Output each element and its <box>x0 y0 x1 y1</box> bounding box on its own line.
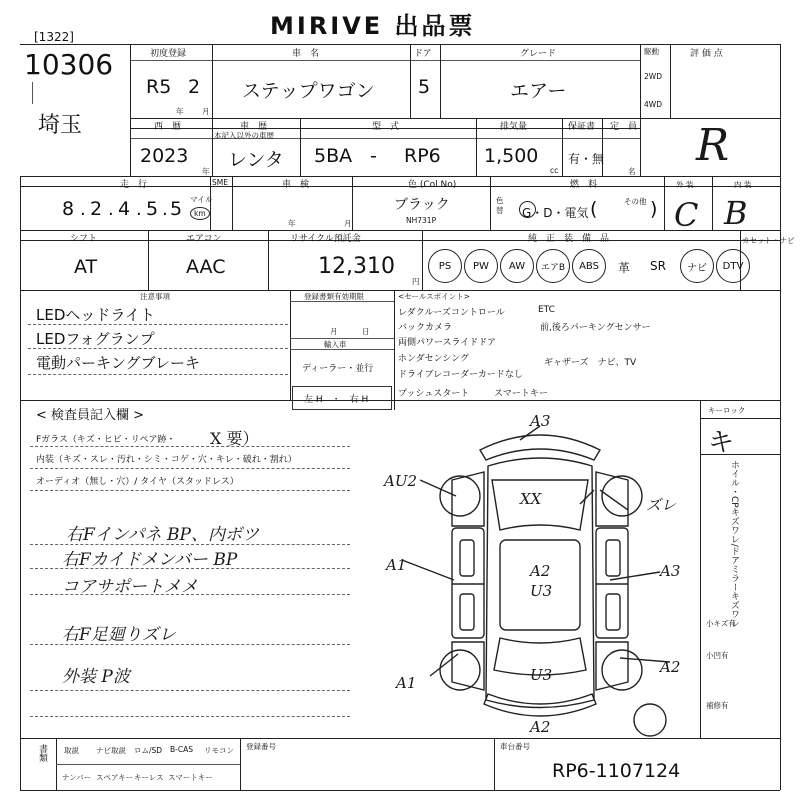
inspector-divider <box>30 490 350 491</box>
recycle-label: リサイクル預託金 <box>290 234 361 244</box>
grid-line <box>232 176 233 230</box>
reg-number-label: 登録番号 <box>246 742 276 751</box>
score-value: R <box>696 120 730 171</box>
month-unit: 月 <box>202 107 210 116</box>
diagram-mark: AU2 <box>384 472 418 490</box>
diagram-mark: A1 <box>386 556 407 574</box>
diagram-mark: A3 <box>660 562 681 580</box>
doc-item: スマートキー <box>168 773 213 782</box>
exterior-label: 外 装 <box>676 180 694 189</box>
mileage-digit: 4 <box>118 198 131 220</box>
doc-item: 取説 <box>64 746 79 755</box>
grid-line <box>212 44 213 176</box>
sales-line: レダクルーズコントロール <box>398 308 505 318</box>
exterior-value: C <box>674 196 699 234</box>
note-divider <box>28 374 288 375</box>
mileage-unit-km: km <box>190 207 210 220</box>
grid-line <box>700 400 701 738</box>
grid-line <box>130 138 640 139</box>
inspector-divider <box>30 690 350 691</box>
docs-label: 書類 <box>37 744 47 762</box>
prefecture: 埼玉 <box>38 113 83 138</box>
chassis-label: 車台番号 <box>500 742 530 751</box>
first-reg-era: R5 <box>146 76 172 98</box>
note-item: LEDヘッドライト <box>36 306 155 324</box>
mileage-digit: 5 <box>170 198 183 220</box>
equip-navi: ナビ <box>680 249 714 283</box>
grid-line <box>562 118 563 176</box>
doors-value: 5 <box>418 76 431 98</box>
warranty-value: 有・無 <box>568 152 605 166</box>
grid-line <box>148 230 149 290</box>
digit-separator: · <box>80 204 86 225</box>
diagram-mark: A2 <box>530 718 551 736</box>
car-name: ステップワゴン <box>242 80 375 102</box>
sales-line: ホンダセンシング <box>398 354 470 364</box>
ac-value: AAC <box>186 256 226 278</box>
reg-day-unit: 日 <box>362 327 370 336</box>
doc-item: ナンバー <box>62 773 92 782</box>
car-name-label: 車 名 <box>292 49 320 59</box>
mileage-digit: 8 <box>62 198 75 220</box>
color-label: 色 (Col.No) <box>408 180 457 190</box>
interior-value: B <box>724 194 748 232</box>
inspection-year-unit: 年 <box>288 219 296 228</box>
interior-line: 内装（キズ・スレ・汚れ・シミ・コゲ・穴・キレ・破れ・割れ） <box>36 455 297 465</box>
equip-abs: ABS <box>572 249 606 283</box>
interior-label: 内 装 <box>734 180 752 189</box>
car-diagram <box>380 410 700 738</box>
sales-line: ETC <box>538 305 555 315</box>
drive-4wd: 4WD <box>644 100 662 109</box>
sales-points-label: <セールスポイント> <box>398 292 470 301</box>
color-code: NH731P <box>406 216 437 225</box>
inspection-month-unit: 月 <box>344 219 352 228</box>
western-year-unit: 年 <box>202 167 210 176</box>
equip-ps: PS <box>428 249 462 283</box>
side-note: 小キズ有 <box>706 619 736 628</box>
grid-line <box>670 44 671 118</box>
glass-mark: X 要） <box>210 429 259 448</box>
diagram-mark: A2 <box>660 658 681 676</box>
dealer-option: ディーラー・並行 <box>302 364 374 374</box>
grid-line <box>56 764 240 765</box>
doors-label: ドア <box>414 49 432 59</box>
displacement-label: 排気量 <box>500 122 528 132</box>
sales-line: バックカメラ <box>398 323 453 333</box>
doc-item: スペアキー <box>96 773 134 782</box>
grid-line <box>352 176 353 230</box>
fuel-other: その他 <box>624 197 647 206</box>
grid-line <box>410 44 411 118</box>
sales-line: 前,後ろパーキングセンサー <box>540 323 651 333</box>
grid-line <box>130 60 640 61</box>
equip-airbag: エアB <box>536 249 570 283</box>
grid-line <box>20 738 780 739</box>
handwritten-note: 右Fカイドメンバー BP <box>62 550 238 570</box>
usage-value: レンタ <box>228 149 284 171</box>
diagram-mark: ズレ <box>646 496 677 514</box>
yen-unit: 円 <box>412 277 420 286</box>
chassis-number: RP6-1107124 <box>552 760 681 782</box>
grid-line <box>494 738 495 790</box>
color-value: ブラック <box>394 197 450 213</box>
model-label: 型 式 <box>372 122 400 132</box>
diagram-mark: A3 <box>530 412 551 430</box>
doc-item: リモコン <box>204 746 234 755</box>
handwritten-note: 右F足廻りズレ <box>62 625 176 645</box>
model-code: RP6 <box>404 145 441 167</box>
grid-line <box>20 230 780 231</box>
note-divider <box>28 348 288 349</box>
grid-line <box>300 118 301 176</box>
equip-sunroof: SR <box>650 259 666 273</box>
mileage-digit: 5 <box>146 198 159 220</box>
grid-line <box>20 400 780 401</box>
doc-item: ロム/SD <box>134 746 163 755</box>
side-note-vertical: ホイル・CPキズワレ/ドアミラーキズワレ <box>729 460 739 628</box>
model-prefix: 5BA <box>314 145 353 167</box>
grid-line <box>700 418 780 419</box>
grid-line <box>20 240 780 241</box>
diagram-mark: U3 <box>530 582 553 600</box>
document-title: MIRIVE 出品票 <box>270 12 476 40</box>
inspection-label: 車 検 <box>282 180 310 190</box>
inspector-divider <box>30 644 350 645</box>
drive-2wd: 2WD <box>644 72 662 81</box>
sales-line: プッシュスタート <box>398 389 470 399</box>
equip-leather: 革 <box>618 261 631 275</box>
cassette-label: カセット・ナビ <box>742 236 795 245</box>
handwritten-note: 外装 P波 <box>62 667 130 687</box>
sales-line: ギャザーズ ナビ、TV <box>544 358 637 368</box>
grid-line <box>664 176 665 230</box>
model-dash: - <box>370 145 377 167</box>
grid-line <box>268 230 269 290</box>
keylock-value: キ <box>708 428 735 458</box>
glass-line: Fガラス（キズ・ヒビ・リペア跡・ <box>36 435 176 445</box>
equip-pw: PW <box>464 249 498 283</box>
grid-line <box>240 738 241 790</box>
grid-line <box>290 301 394 302</box>
inspector-divider <box>30 594 350 595</box>
grid-line <box>130 44 131 176</box>
western-year-label: 西 暦 <box>154 122 182 132</box>
handwritten-note: 右Fインパネ BP、内ボツ <box>66 525 259 545</box>
first-reg-label: 初度登録 <box>150 49 187 59</box>
grid-line <box>290 290 291 400</box>
reg-validity-label: 登録書類有効期限 <box>304 292 364 301</box>
inspector-divider <box>30 468 350 469</box>
year-unit: 年 <box>176 107 184 116</box>
inspector-divider <box>30 716 350 717</box>
grid-line <box>640 44 641 176</box>
equipment-label: 純 正 装 備 品 <box>528 234 610 244</box>
fuel-options: G・D・電気 <box>522 206 589 220</box>
grid-line <box>780 44 781 790</box>
grid-line <box>440 44 441 118</box>
notes-label: 注意事項 <box>140 292 170 301</box>
diagram-mark: XX <box>520 490 542 508</box>
warranty-label: 保証書 <box>568 122 596 132</box>
grid-line <box>20 44 780 45</box>
lot-number: 10306 <box>24 48 114 81</box>
usage-label: 車 歴 <box>240 122 268 132</box>
grid-line <box>422 230 423 290</box>
shift-value: AT <box>74 256 98 278</box>
diagram-mark: A2 <box>530 562 551 580</box>
cc-unit: cc <box>550 166 559 175</box>
doc-item: ナビ取説 <box>96 746 126 755</box>
replaced-label: SME <box>212 178 228 187</box>
grid-line <box>602 118 603 176</box>
shift-label: シフト <box>70 234 98 244</box>
usage-note: 本記入以外の車歴 <box>214 131 274 140</box>
fuel-g-circle <box>519 201 536 218</box>
displacement-value: 1,500 <box>484 145 539 167</box>
lot-tag: [1322] <box>34 30 74 44</box>
mileage-unit-mile: マイル <box>190 195 213 204</box>
grid-line <box>476 118 477 176</box>
inspector-label: < 検査員記入欄 > <box>36 408 145 423</box>
grid-line <box>490 176 491 230</box>
note-item: 電動パーキングブレーキ <box>36 354 200 372</box>
sales-line: 両側パワースライドドア <box>398 338 497 348</box>
grid-line <box>20 176 21 790</box>
capacity-label: 定 員 <box>610 122 638 132</box>
side-note: 補修有 <box>706 701 729 710</box>
score-label: 評 価 点 <box>690 49 723 59</box>
grid-line <box>290 349 394 350</box>
grid-line <box>394 290 395 410</box>
digit-separator: · <box>162 204 168 225</box>
mileage-digit: 2 <box>90 198 103 220</box>
grid-line <box>712 176 713 230</box>
grid-line <box>130 118 780 119</box>
fuel-paren: ( <box>590 198 598 220</box>
sales-line: スマートキー <box>494 389 548 399</box>
color-change-label: 色替 <box>496 196 504 215</box>
handwritten-note: コアサポートメメ <box>62 577 198 597</box>
doc-item: キーレス <box>134 773 164 782</box>
lot-underline-left <box>32 82 33 104</box>
equip-dtv: DTV <box>716 249 750 283</box>
inspector-divider <box>30 446 350 447</box>
equip-aw: AW <box>500 249 534 283</box>
audio-line: オーディオ（無し・穴）/ タイヤ（スタッドレス） <box>36 477 239 487</box>
steering-option: 左 H ・ 右 H <box>304 395 369 405</box>
side-note: 小凹有 <box>706 651 729 660</box>
fuel-paren: ) <box>650 198 658 220</box>
import-label: 輸入車 <box>324 340 347 349</box>
grade-label: グレード <box>520 49 557 59</box>
diagram-mark: A1 <box>396 674 417 692</box>
digit-separator: · <box>108 204 114 225</box>
doc-item: B-CAS <box>170 745 193 754</box>
inspector-divider <box>30 568 350 569</box>
grade-value: エアー <box>510 80 567 102</box>
fuel-label: 燃 料 <box>570 180 598 190</box>
note-item: LEDフォグランプ <box>36 330 155 348</box>
keylock-label: キーロック <box>708 406 746 415</box>
sales-line: ドライブレコーダーカードなし <box>398 370 523 380</box>
digit-separator: · <box>136 204 142 225</box>
first-reg-month: 2 <box>188 76 201 98</box>
capacity-unit: 名 <box>628 167 636 176</box>
mileage-label: 走 行 <box>120 180 148 190</box>
drive-label: 駆動 <box>644 47 659 56</box>
western-year: 2023 <box>140 145 189 167</box>
note-divider <box>28 324 288 325</box>
recycle-value: 12,310 <box>318 254 395 279</box>
diagram-mark: U3 <box>530 666 553 684</box>
grid-line <box>20 790 780 791</box>
reg-month-unit: 月 <box>330 327 338 336</box>
ac-label: エアコン <box>186 234 222 244</box>
